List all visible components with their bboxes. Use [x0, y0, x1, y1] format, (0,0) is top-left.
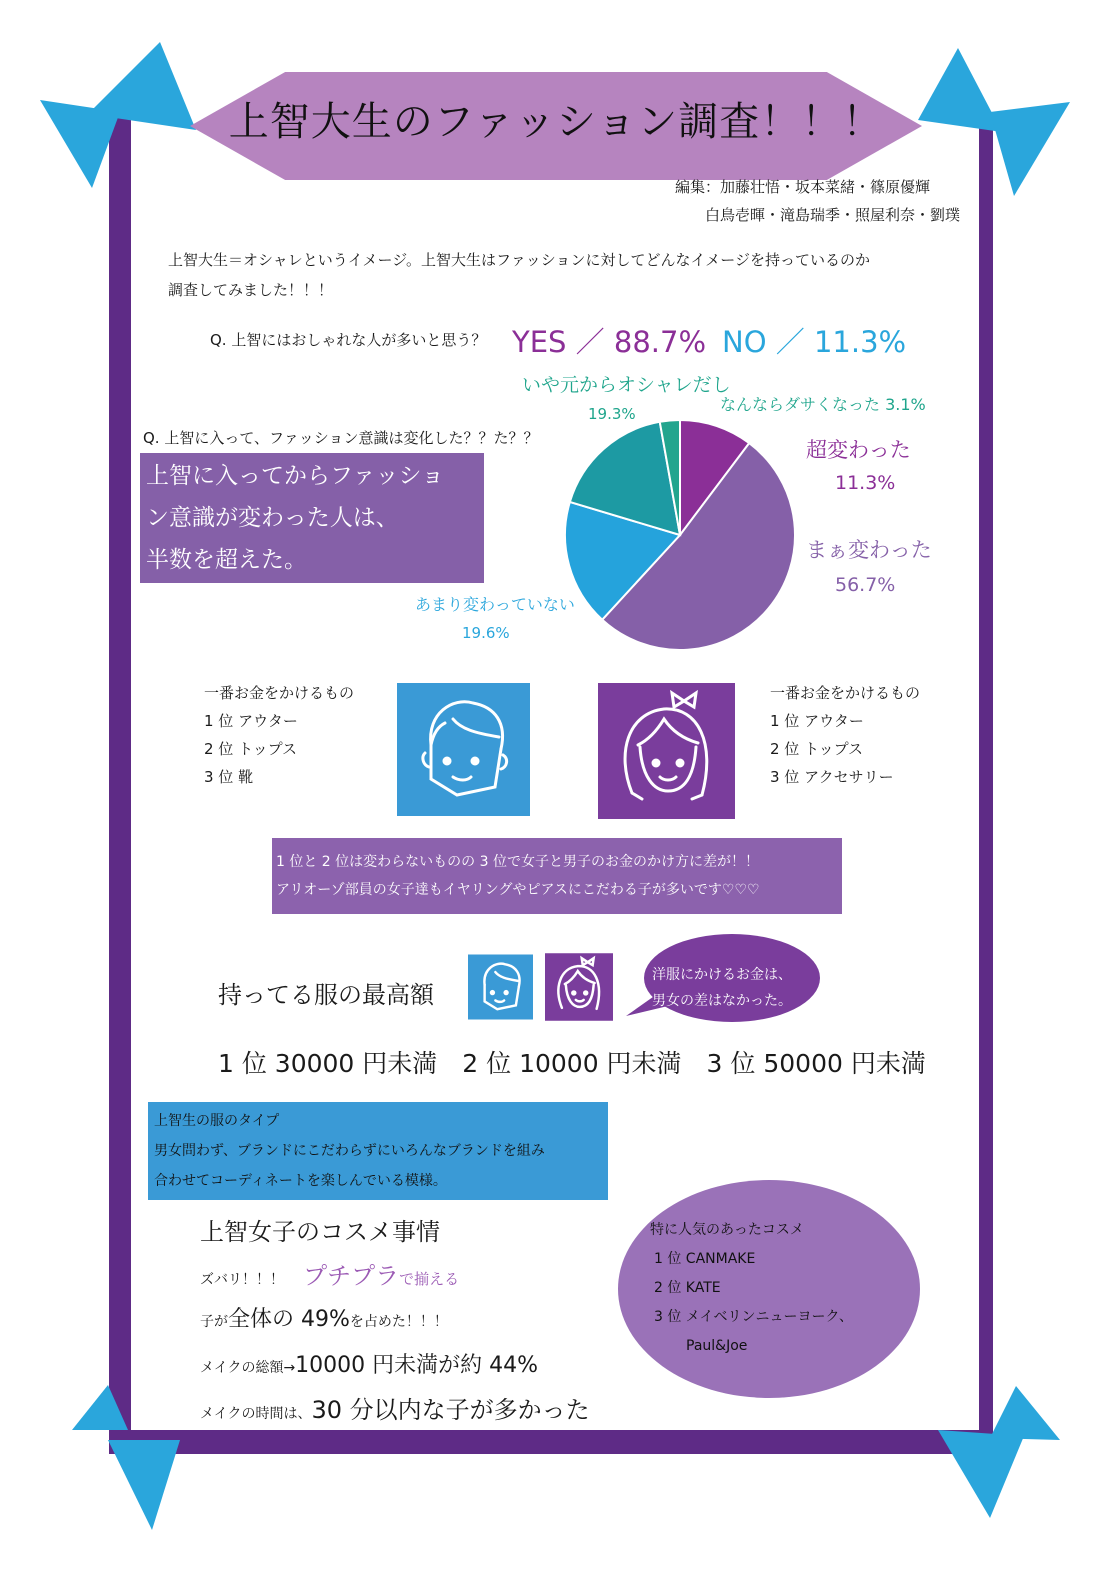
corner-triangle-tr2 — [990, 102, 1070, 196]
pie-value-cho: 11.3% — [835, 472, 896, 494]
speech-bubble-line-2: 男女の差はなかった。 — [652, 993, 792, 1009]
q2-highlight-line-2: ン意識が変わった人は、 — [146, 505, 399, 531]
spend-note-box — [272, 838, 842, 914]
female-spend-heading: 一番お金をかけるもの — [770, 684, 921, 702]
pie-label-motokara: いや元からオシャレだし — [522, 374, 731, 396]
intro-line-1: 上智大生＝オシャレというイメージ。上智大生はファッションに対してどんなイメージを持っているのか — [168, 251, 871, 269]
q2-question: Q. 上智に入って、ファッション意識は変化した？？た？？ — [143, 429, 539, 447]
cosme-line-2 — [200, 1302, 448, 1333]
speech-bubble-text — [652, 962, 792, 1014]
q2-highlight-line-1: 上智に入ってからファッショ — [146, 463, 445, 489]
page-title: 上智大生のファッション調査！！！ — [228, 99, 884, 145]
male-face-small-icon — [468, 952, 533, 1022]
popular-cosme-2: 2 位 KATE — [654, 1280, 721, 1296]
speech-bubble-line-1: 洋服にかけるお金は、 — [652, 967, 792, 983]
corner-triangle-br2 — [938, 1430, 1024, 1518]
cosme-line-3 — [200, 1348, 538, 1379]
cosme-line-1-c: で揃える — [399, 1270, 460, 1288]
spend-note-line-2: アリオーゾ部員の女子達もイヤリングやピアスにこだわる子が多いです♡♡♡ — [276, 882, 760, 898]
male-spend-2: 2 位 トップス — [204, 740, 298, 758]
editors-line-1: 編集：加藤壮悟・坂本菜緒・篠原優輝 — [674, 178, 930, 196]
types-title: 上智生の服のタイプ — [154, 1113, 280, 1129]
cosme-line-2-a: 子が — [200, 1314, 228, 1330]
cosme-line-2-c: を占めた！！！ — [349, 1314, 448, 1330]
q2-highlight-line-3: 半数を超えた。 — [146, 547, 307, 573]
maxprice-ranks: 1 位 30000 円未満 2 位 10000 円未満 3 位 50000 円未満 — [218, 1049, 926, 1078]
corner-triangle-tl2 — [40, 100, 120, 188]
female-spend-1: 1 位 アウター — [770, 712, 864, 730]
popular-cosme-1: 1 位 CANMAKE — [654, 1251, 756, 1267]
corner-triangle-bl2 — [108, 1440, 180, 1530]
pie-label-cho: 超変わった — [806, 438, 911, 462]
pie-value-amari: 19.6% — [462, 624, 510, 642]
cosme-heading: 上智女子のコスメ事情 — [200, 1218, 440, 1246]
male-spend-3: 3 位 靴 — [204, 768, 254, 786]
q1-yes: YES ／ 88.7% — [512, 325, 707, 359]
pie-label-amari: あまり変わっていない — [415, 595, 575, 614]
corner-triangle-bl — [72, 1385, 128, 1430]
pie-value-motokara: 19.3% — [588, 405, 636, 423]
q1-question: Q. 上智にはおしゃれな人が多いと思う？ — [210, 331, 487, 349]
maxprice-heading: 持ってる服の最高額 — [218, 981, 434, 1009]
q1-no: NO ／ 11.3% — [722, 325, 907, 359]
cosme-line-4-b: 30 分以内な子が多かった — [311, 1396, 590, 1424]
male-spend-1: 1 位 アウター — [204, 712, 298, 730]
intro-line-2: 調査してみました！！！ — [168, 281, 334, 299]
female-spend-2: 2 位 トップス — [770, 740, 864, 758]
popular-cosme-4: Paul&Joe — [686, 1338, 748, 1354]
male-spend-heading: 一番お金をかけるもの — [204, 684, 355, 702]
pie-label-maa: まぁ変わった — [806, 538, 932, 562]
cosme-line-1-a: ズバリ！！！ — [200, 1272, 284, 1288]
cosme-line-4-a: メイクの時間は、 — [200, 1406, 312, 1422]
popular-cosme-title: 特に人気のあったコスメ — [650, 1222, 804, 1238]
types-line-2: 合わせてコーディネートを楽しんでいる模様。 — [154, 1173, 447, 1189]
female-spend-3: 3 位 アクセサリー — [770, 768, 894, 786]
editors-line-2: 白鳥壱暉・滝島瑞季・照屋利奈・劉璞 — [704, 206, 960, 224]
types-line-1: 男女問わず、ブランドにこだわらずにいろんなブランドを組み — [154, 1143, 545, 1159]
corner-triangle-tr — [918, 48, 1002, 132]
cosme-line-3-a: メイクの総額→ — [200, 1360, 296, 1376]
types-box — [148, 1102, 608, 1200]
cosme-line-3-b: 10000 円未満が約 44% — [295, 1353, 539, 1378]
female-face-small-icon — [545, 952, 613, 1022]
popular-cosme-3: 3 位 メイベリンニューヨーク、 — [654, 1309, 853, 1325]
cosme-line-2-b: 全体の 49% — [228, 1307, 350, 1332]
cosme-line-1 — [200, 1256, 459, 1291]
pie-value-maa: 56.7% — [835, 574, 896, 596]
popular-cosme-text — [650, 1216, 853, 1361]
corner-triangle-br — [990, 1386, 1060, 1440]
pie-label-dasaku — [720, 392, 926, 415]
female-face-icon — [598, 683, 735, 819]
cosme-line-1-b: プチプラ — [303, 1262, 400, 1290]
male-face-icon — [397, 683, 530, 816]
q2-highlight-box — [140, 453, 484, 583]
pie-value-dasaku: 3.1% — [885, 395, 926, 414]
pie-chart — [560, 415, 800, 655]
spend-note-line-1: 1 位と 2 位は変わらないものの 3 位で女子と男子のお金のかけ方に差が！！ — [276, 854, 759, 870]
cosme-line-4 — [200, 1390, 590, 1425]
pie-label-dasaku-text: なんならダサくなった — [720, 395, 881, 414]
